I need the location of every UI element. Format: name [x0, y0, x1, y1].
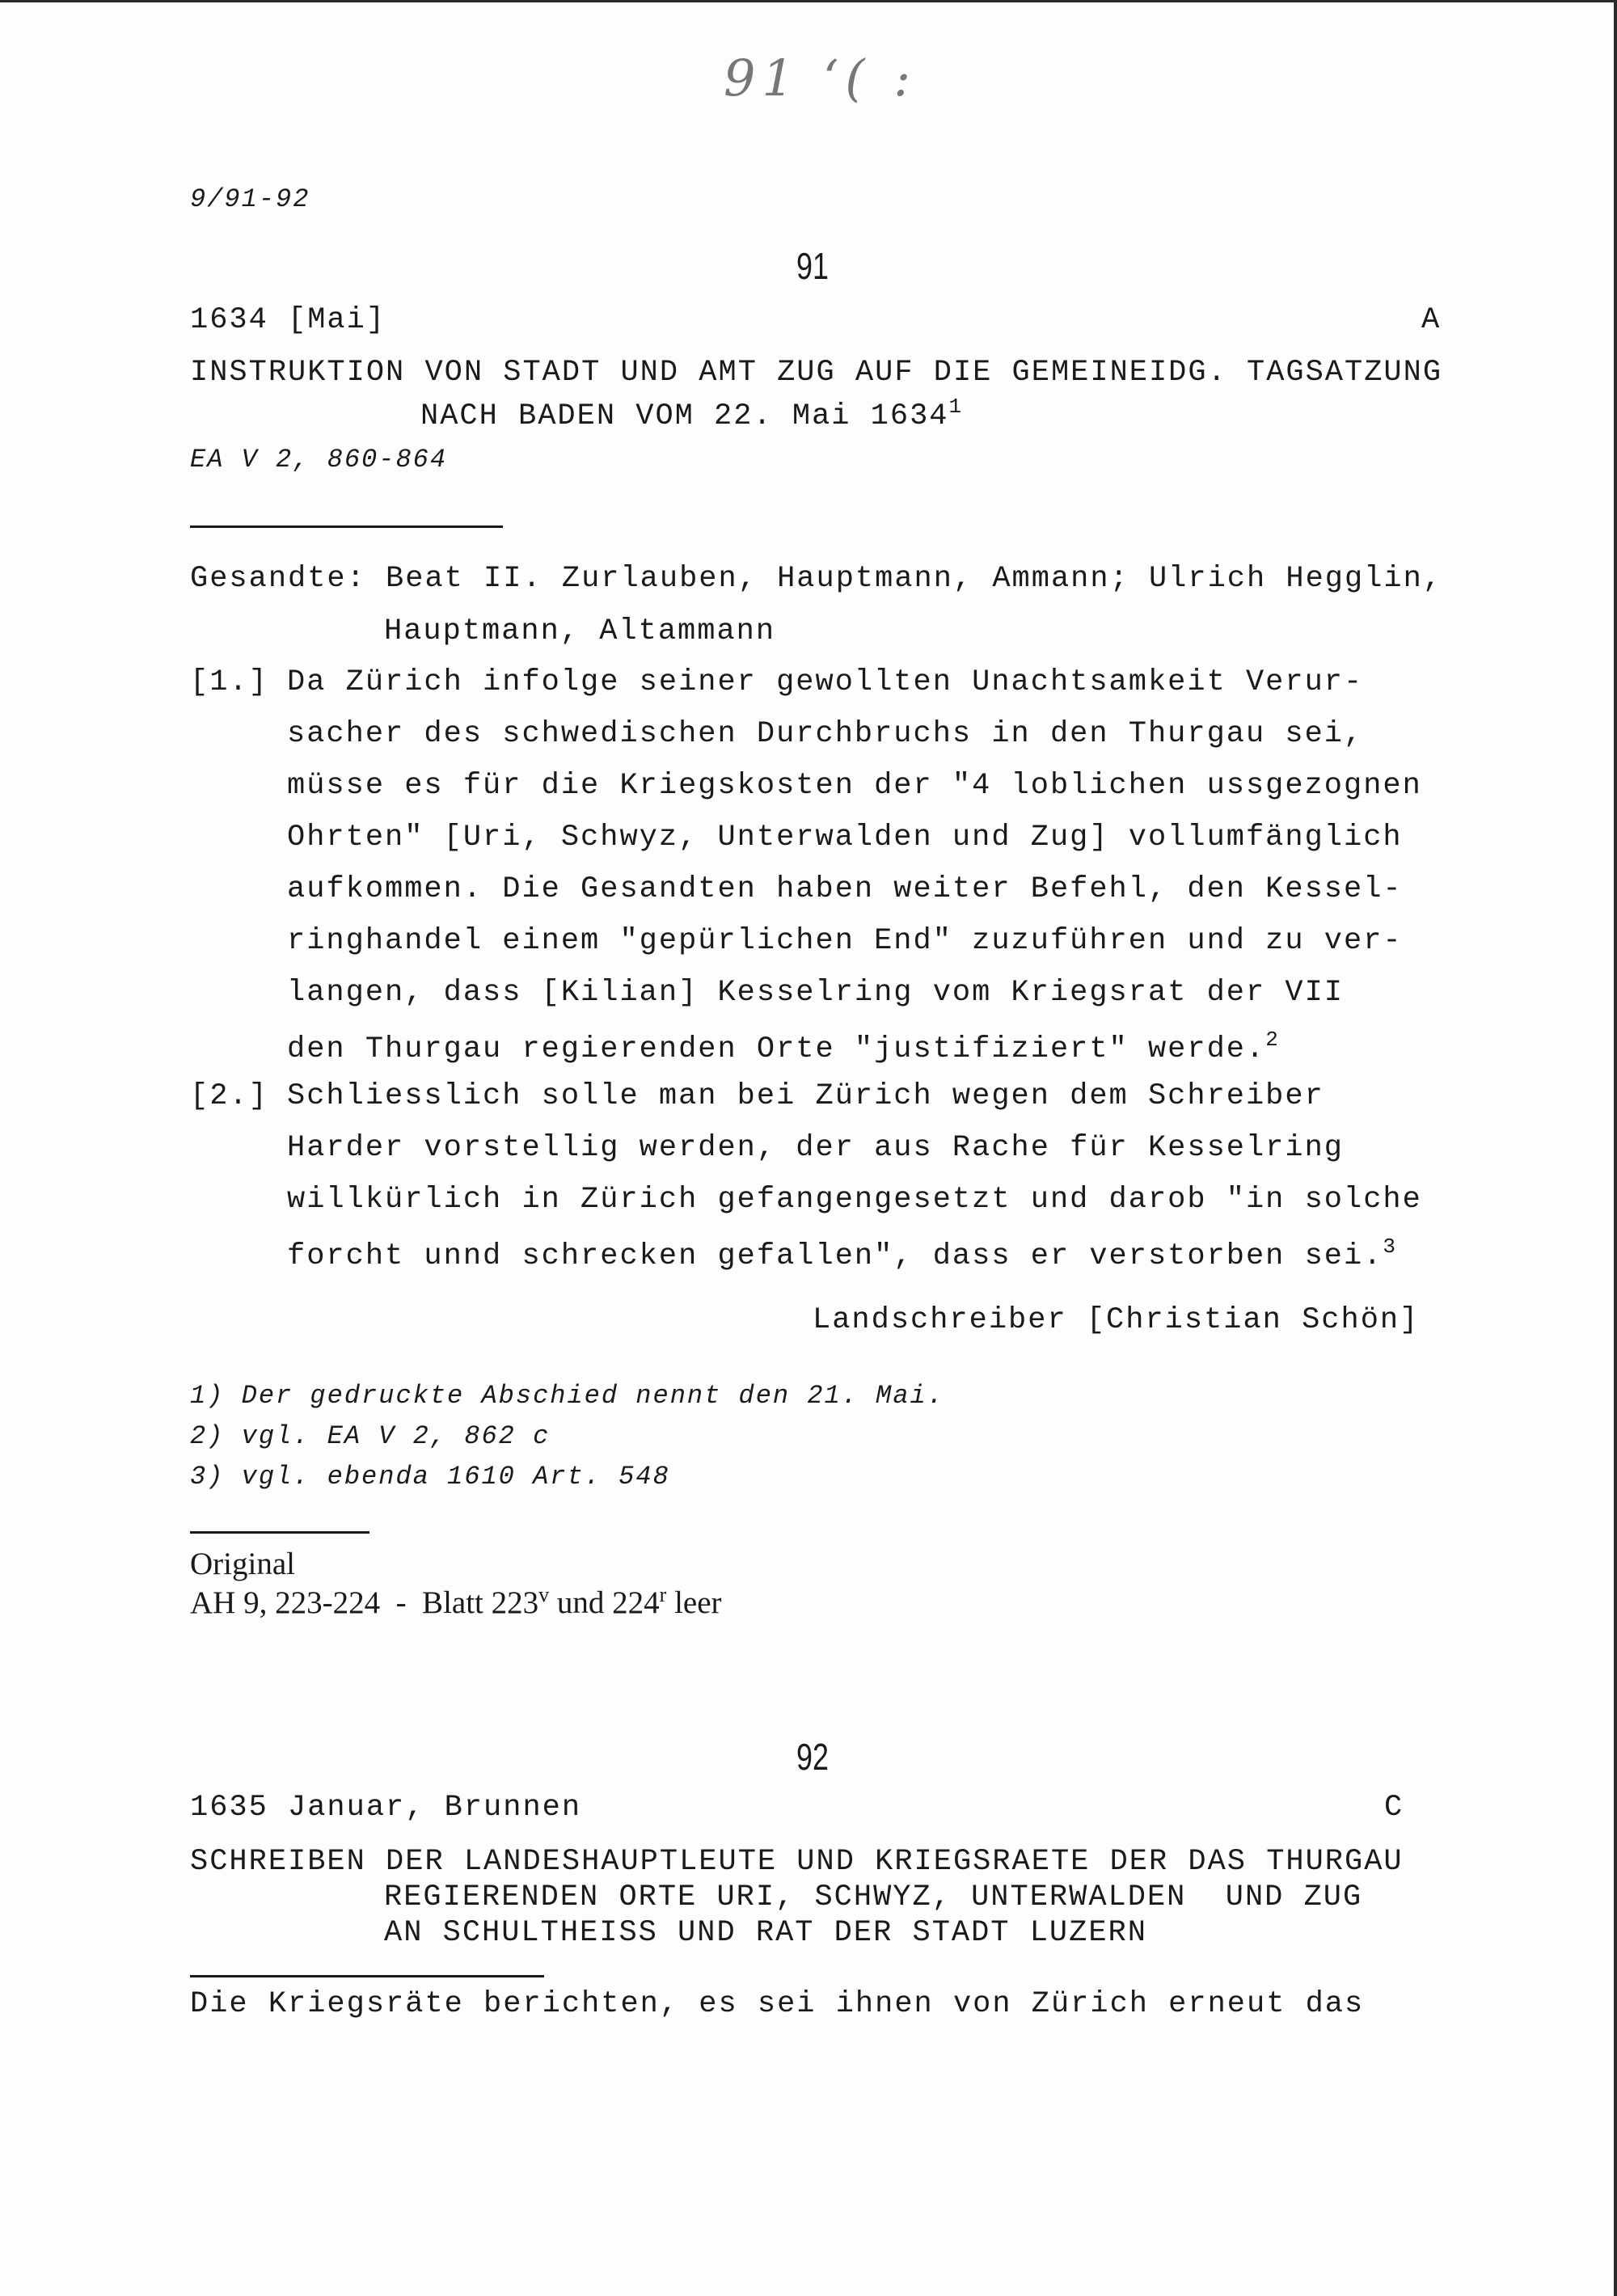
doc91-paragraph1-line5: aufkommen. Die Gesandten haben weiter Befehl, den Kessel-: [287, 872, 1403, 906]
doc91-source: EA V 2, 860-864: [190, 445, 448, 475]
doc91-title-note: 1: [948, 395, 964, 419]
doc91-envoys-line1: Gesandte: Beat II. Zurlauben, Hauptmann, Ammann; Ulrich Hegglin,: [190, 562, 1443, 596]
doc91-signature: Landschreiber [Christian Schön]: [813, 1303, 1420, 1337]
document-number-92: 92: [796, 1736, 829, 1778]
doc91-paragraph1-line2: sacher des schwedischen Durchbruchs in den Thurgau sei,: [287, 717, 1364, 751]
doc91-footnote-ref-3: 3: [1383, 1235, 1398, 1259]
doc92-body-line1: Die Kriegsräte berichten, es sei ihnen von Zürich erneut das: [190, 1987, 1365, 2021]
doc91-footnote-ref-2: 2: [1265, 1028, 1280, 1052]
doc91-date: 1634 [Mai]: [190, 303, 386, 337]
doc91-archive-reference: AH 9, 223-224 - Blatt 223$^v$ und 224$^r$ leer: [190, 1583, 722, 1620]
doc91-paragraph1-line8: den Thurgau regierenden Orte "justifiziert" werde.$^2$: [287, 1028, 1280, 1066]
doc91-footnote-3: 3) vgl. ebenda 1610 Art. 548: [190, 1462, 670, 1492]
page-reference: 9/91-92: [190, 184, 310, 214]
doc91-paragraph1-line3: müsse es für die Kriegskosten der "4 loblichen ussgezognen: [287, 769, 1422, 803]
doc91-paragraph2-line2: Harder vorstellig werden, der aus Rache für Kesselring: [287, 1131, 1344, 1165]
doc91-paragraph2-line4: forcht unnd schrecken gefallen", dass er verstorben sei.$^3$: [287, 1235, 1398, 1273]
doc91-separator-rule: [190, 525, 503, 528]
doc91-footnote-1: 1) Der gedruckte Abschied nennt den 21. Mai.: [190, 1381, 944, 1411]
doc91-title-line1: INSTRUKTION VON STADT UND AMT ZUG AUF DIE GEMEINEIDG. TAGSATZUNG: [190, 356, 1443, 390]
doc92-separator-rule: [190, 1975, 544, 1977]
doc92-title-line2: REGIERENDEN ORTE URI, SCHWYZ, UNTERWALDEN UND ZUG: [384, 1880, 1363, 1914]
doc91-paragraph1-line4: Ohrten" [Uri, Schwyz, Unterwalden und Zug] vollumfänglich: [287, 821, 1403, 855]
handwritten-mark: 91 ‘( :: [724, 49, 918, 108]
doc91-paragraph1-marker: [1.]: [190, 665, 268, 699]
doc92-date: 1635 Januar, Brunnen: [190, 1791, 582, 1825]
doc92-title-line3: AN SCHULTHEISS UND RAT DER STADT LUZERN: [384, 1916, 1147, 1950]
doc92-letter: C: [1384, 1791, 1404, 1825]
doc91-footnote-2: 2) vgl. EA V 2, 862 c: [190, 1421, 551, 1451]
doc91-archive-rule: [190, 1531, 369, 1534]
doc91-title-line2: NACH BADEN VOM 22. Mai 1634$^1$: [420, 395, 964, 433]
doc91-envoys-line2: Hauptmann, Altammann: [384, 614, 776, 648]
doc91-paragraph1-line6: ringhandel einem "gepürlichen End" zuzuführen und zu ver-: [287, 924, 1403, 958]
doc91-paragraph2-marker: [2.]: [190, 1079, 268, 1113]
scan-edge-right: [1614, 0, 1617, 2296]
doc91-paragraph2-line1: Schliesslich solle man bei Zürich wegen dem Schreiber: [287, 1079, 1324, 1113]
doc91-paragraph2-line3: willkürlich in Zürich gefangengesetzt und darob "in solche: [287, 1183, 1422, 1217]
doc91-letter: A: [1421, 303, 1442, 337]
doc91-original-label: Original: [190, 1547, 295, 1581]
scan-edge-top: [0, 0, 1617, 2]
doc91-paragraph1-line1: Da Zürich infolge seiner gewollten Unachtsamkeit Verur-: [287, 665, 1364, 699]
doc91-paragraph1-line7: langen, dass [Kilian] Kesselring vom Kriegsrat der VII: [287, 976, 1344, 1010]
doc92-title-line1: SCHREIBEN DER LANDESHAUPTLEUTE UND KRIEGSRAETE DER DAS THURGAU: [190, 1845, 1404, 1879]
document-number-91: 91: [796, 245, 829, 287]
